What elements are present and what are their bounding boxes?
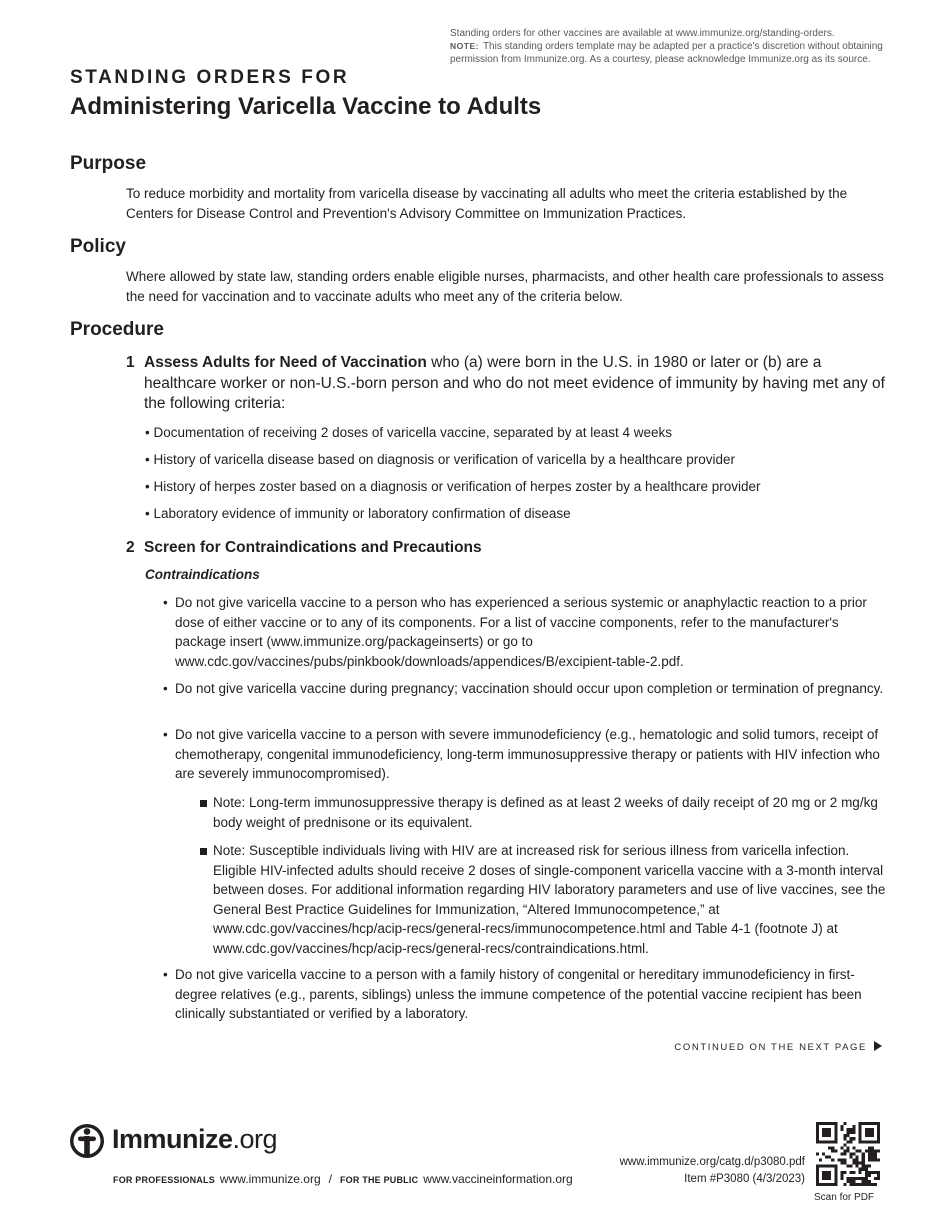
note-text: This standing orders template may be adapted per a practice's discretion without obtaining permission from Immunize.org. As a courtesy, please acknowledge Immunize.org as its source.: [450, 41, 883, 65]
professionals-link[interactable]: www.immunize.org: [219, 1172, 321, 1186]
step-1-text: who (a) were born in the U.S. in 1980 or later or (b) are a healthcare worker or non-U.S.-born person and who do not meet evidence of immunity by having met any of the following criteria:: [144, 354, 885, 412]
criteria-item: • Laboratory evidence of immunity or laboratory confirmation of disease: [145, 506, 571, 521]
square-bullet-icon: [200, 800, 207, 807]
purpose-text: To reduce morbidity and mortality from varicella disease by vaccinating all adults who meet the criteria established by the Centers for Disease Control and Prevention's Advisory Committee on Immunization Practices.: [126, 186, 848, 221]
standing-orders-link-note: Standing orders for other vaccines are available at www.immunize.org/standing-orders.: [450, 28, 835, 39]
contraindication-text: Do not give varicella vaccine to a person who has experienced a serious systemic or anaphylactic reaction to a prior dose of either vaccine or to any of its components. For a list of vaccine components, refer to the manufacturer's package insert (www.immunize.org/packageinserts) or go to www.cdc.gov/vaccines/pubs/pinkbook/downloads/appendices/B/excipient-table-2.pdf.: [175, 595, 867, 669]
top-note: [450, 27, 890, 66]
footer-separator: /: [328, 1172, 332, 1186]
contraindication-item: [163, 725, 893, 784]
footer-links: [113, 1172, 573, 1186]
bullet-dot: •: [163, 681, 168, 696]
item-number: Item #P3080 (4/3/2023): [684, 1173, 805, 1185]
criteria-item: • History of herpes zoster based on a diagnosis or verification of herpes zoster by a healthcare provider: [145, 479, 761, 494]
continued-notice: [674, 1041, 882, 1053]
bullet-dot: •: [163, 595, 168, 610]
logo-tld: .org: [232, 1124, 278, 1154]
step-1-number: 1: [126, 354, 135, 371]
bullet-dot: •: [163, 727, 168, 742]
note-label: NOTE:: [450, 41, 479, 51]
contraindication-text: Do not give varicella vaccine to a person with severe immunodeficiency (e.g., hematologic and solid tumors, receipt of chemotherapy, congenital immunodeficiency, long-term immunosuppressive therapy or patients with HIV infection who are severely immunocompromised).: [175, 727, 880, 781]
step-1-title: Assess Adults for Need of Vaccination: [144, 354, 427, 371]
qr-caption: Scan for PDF: [814, 1192, 875, 1203]
continued-text: CONTINUED ON THE NEXT PAGE: [674, 1042, 867, 1053]
note-item: [200, 841, 893, 958]
contraindication-item: [163, 965, 893, 1024]
square-bullet-icon: [200, 848, 207, 855]
page-title: Administering Varicella Vaccine to Adults: [70, 93, 542, 120]
public-label: FOR THE PUBLIC: [339, 1175, 419, 1185]
contraindication-item: [163, 679, 893, 699]
contraindication-item: [163, 593, 893, 671]
note-text: Note: Susceptible individuals living with HIV are at increased risk for serious illness from varicella infection. Eligible HIV-infected adults should receive 2 doses of single-component varicella vaccine with a 3-month interval between doses. For additional information regarding HIV laboratory parameters and use of live vaccines, see the General Best Practice Guidelines for Immunization, “Altered Immunocompetence,” at www.cdc.gov/vaccines/hcp/acip-recs/general-recs/immunocompetence.html and Table 4-1 (footnote J) at www.cdc.gov/vaccines/hcp/acip-recs/general-recs/contraindications.html.: [213, 843, 886, 956]
criteria-item: • Documentation of receiving 2 doses of varicella vaccine, separated by at least 4 weeks: [145, 425, 673, 440]
logo-wordmark: [112, 1124, 277, 1155]
qr-code-icon[interactable]: [816, 1122, 880, 1186]
play-arrow-icon: [874, 1041, 882, 1051]
step-2-title: Screen for Contraindications and Precautions: [144, 539, 482, 556]
policy-heading: Policy: [70, 236, 126, 257]
bullet-dot: •: [163, 967, 168, 982]
doc-kicker: STANDING ORDERS FOR: [70, 67, 350, 88]
public-link[interactable]: www.vaccineinformation.org: [423, 1172, 573, 1186]
contraindication-text: Do not give varicella vaccine during pregnancy; vaccination should occur upon completion or termination of pregnancy.: [175, 681, 884, 696]
note-text: Note: Long-term immunosuppressive therapy is defined as at least 2 weeks of daily receipt of 20 mg or 2 mg/kg body weight of prednisone or its equivalent.: [213, 795, 878, 830]
pdf-link[interactable]: www.immunize.org/catg.d/p3080.pdf: [619, 1156, 805, 1168]
professionals-label: FOR PROFESSIONALS: [113, 1175, 215, 1185]
criteria-item: • History of varicella disease based on diagnosis or verification of varicella by a healthcare provider: [145, 452, 736, 467]
note-item: [200, 793, 893, 832]
immunize-logo-icon: [69, 1123, 105, 1159]
contraindications-label: Contraindications: [145, 567, 260, 582]
document-info: [620, 1154, 805, 1188]
step-2-number: 2: [126, 539, 135, 556]
contraindication-text: Do not give varicella vaccine to a person with a family history of congenital or hereditary immunodeficiency in first-degree relatives (e.g., parents, siblings) unless the immune competence of the potential vaccine recipient has been clinically substantiated or verified by a laboratory.: [175, 967, 862, 1021]
step-1: [126, 353, 886, 415]
adaptation-note: [450, 40, 890, 66]
logo-name: Immunize: [112, 1124, 233, 1154]
purpose-heading: Purpose: [70, 153, 147, 174]
step-2: [126, 538, 886, 559]
procedure-heading: Procedure: [70, 319, 164, 340]
policy-text: Where allowed by state law, standing orders enable eligible nurses, pharmacists, and other health care professionals to assess the need for vaccination and to vaccinate adults who meet any of the criteria below.: [126, 269, 884, 304]
